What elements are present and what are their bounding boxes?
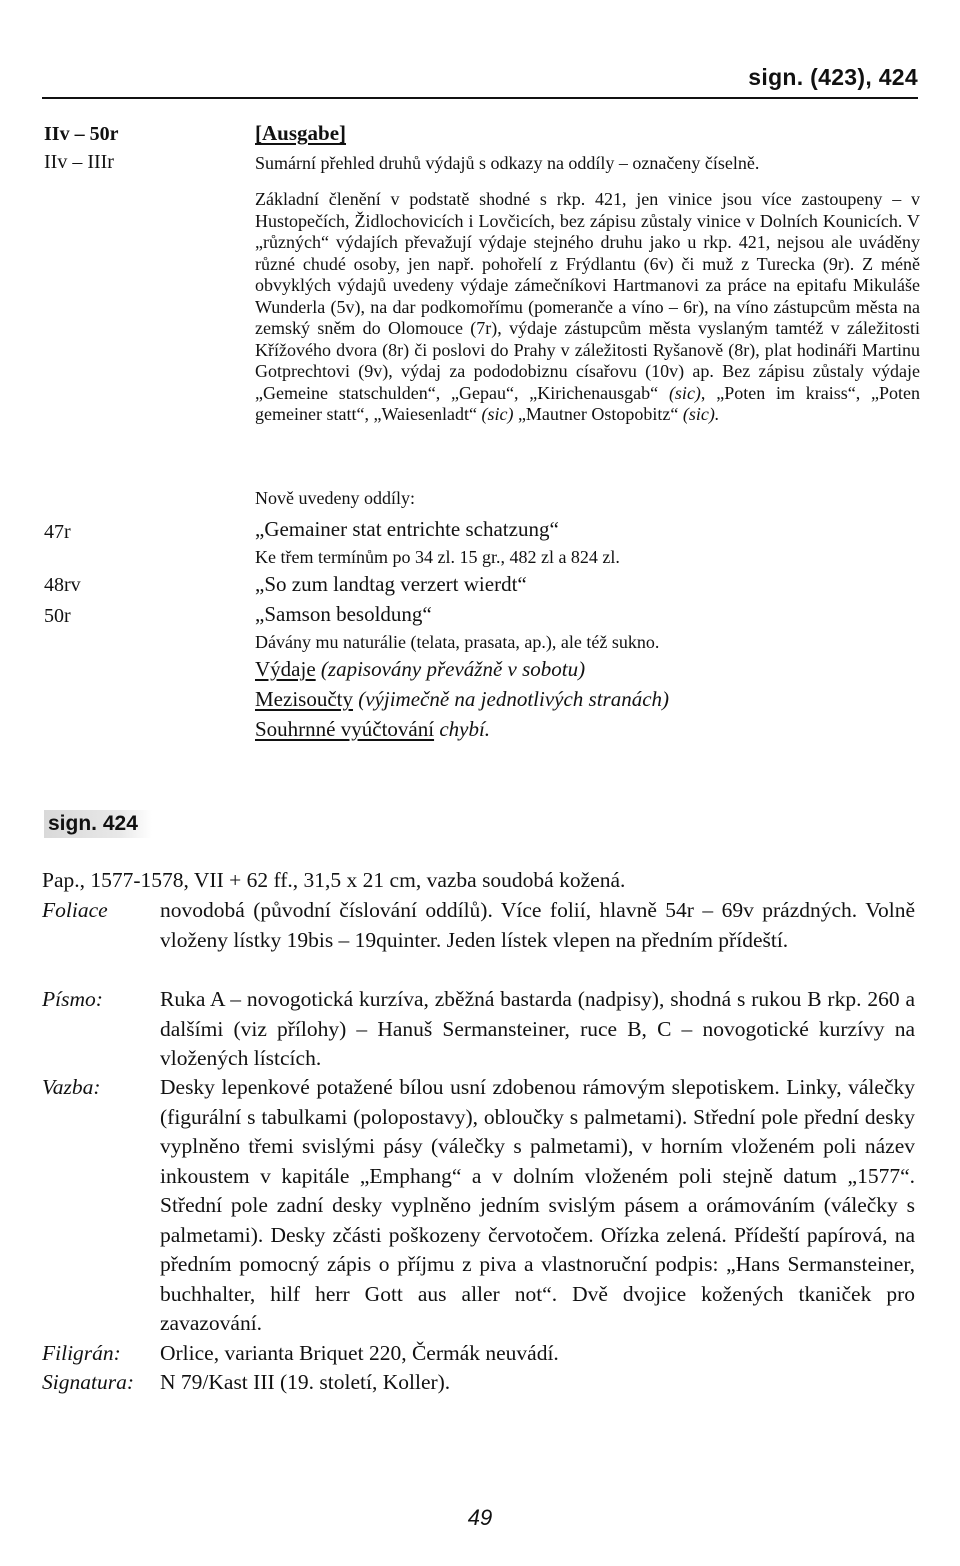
mezisoucty-line: [255, 686, 920, 713]
new-sections-label: Nově uvedeny oddíly:: [255, 488, 415, 508]
ref-folio-48rv: 48rv: [44, 574, 81, 596]
ref-folio-50r: 50r: [44, 605, 71, 627]
ref-range-2: IIv – IIIr: [44, 151, 114, 173]
vydaje-label: Výdaje: [255, 657, 316, 681]
physical-description: Pap., 1577-1578, VII + 62 ff., 31,5 x 21 cm, vazba soudobá kožená.: [42, 868, 626, 892]
header-signature: sign. (423), 424: [748, 64, 918, 90]
sic-note: (sic): [668, 382, 701, 403]
sic-note: (sic): [481, 404, 514, 424]
ref-range-1: IIv – 50r: [44, 123, 119, 145]
section-note-3: Dávány mu naturálie (telata, prasata, ap.), ale též sukno.: [255, 632, 660, 652]
entry-paragraph-text-a: Základní členění v podstatě shodné s rkp. 421, jen vinice jsou více zastoupeny – v Hustopečích, Židlochovicích i Lovčicích, bez zápisu zůstaly vinice v Dolních Kounicích. V „různých“ výdajích převažují výdaje stejného druhu jako u rkp. 421, nejsou ale uváděny různé chudé osoby, jen např. pohořelí z Frýdlantu (6v) či muž z Turecka (9r). Z méně obvyklých výdajů uvedeny výdaje zámečníkovi Hartmanovi za práce na epitafu Mikuláše Wunderla (5v), na dar podkomořímu (pomeranče a víno – 6r), na víno zástupcům města na zemský sněm do Olomouce (7r), výdaje zástupcům města vyslaným tamtéž v záležitosti Křížového dvora (8r) či poslovi do Prahy v záležitosti Ryšanově (8r), plat hodináři Martinu Gotprechtovi (9v), výdaj za pododobiznu císařovu (10v) ap. Bez zápisu zůstaly výdaje „Gemeine statschulden“, „Gepau“, „Kirichenausgab“: [255, 189, 920, 403]
sic-note: (sic).: [682, 404, 720, 424]
mezisoucty-label: Mezisoučty: [255, 687, 353, 711]
header-rule: [42, 97, 918, 99]
souhrn-label: Souhrnné vyúčtování: [255, 717, 435, 741]
ref-folio-47r: 47r: [44, 521, 71, 543]
entry-summary-line: Sumární přehled druhů výdajů s odkazy na oddíly – označeny číselně.: [255, 153, 760, 173]
signatura-text: N 79/Kast III (19. století, Koller).: [160, 1370, 451, 1394]
entry-paragraph: [255, 189, 920, 426]
souhrn-note: chybí.: [439, 717, 491, 741]
foliace-text: novodobá (původní číslování oddílů). Více folií, hlavně 54r – 69v prázdných. Volně vloženy lístky 19bis – 19quinter. Jeden lístek vlepen na předním přídeští.: [160, 898, 915, 952]
section-note-1: Ke třem termínům po 34 zl. 15 gr., 482 zl a 824 zl.: [255, 547, 620, 567]
signatura-label: Signatura:: [42, 1370, 134, 1394]
signature-badge: sign. 424: [44, 810, 152, 838]
entry-paragraph-text-c: „Mautner Ostopobitz“: [517, 404, 679, 424]
mezisoucty-note: (výjimečně na jednotlivých stranách): [358, 687, 670, 711]
filigran-text: Orlice, varianta Briquet 220, Čermák neuvádí.: [160, 1341, 559, 1365]
section-title-1: „Gemainer stat entrichte schatzung“: [255, 517, 559, 541]
pismo-label: Písmo:: [42, 987, 103, 1011]
souhrn-line: [255, 716, 920, 743]
entry-paragraph-text-b: , „Poten im kraiss“, „Poten gemeiner statt“, „Waiesenladt“: [255, 382, 920, 424]
entry-heading: [Ausgabe]: [255, 121, 347, 145]
vazba-label: Vazba:: [42, 1075, 101, 1099]
vazba-text: Desky lepenkové potažené bílou usní zdobenou rámovým slepotiskem. Linky, válečky (figurální s tabulkami (polopostavy), obloučky s palmetami). Střední pole přední desky vyplněno třemi svislými pásy (válečky s palmetami), v horním vloženém poli název inkoustem v kapitále „Emphang“ a v dolním vloženém poli stejně datum „1577“. Střední pole zadní desky vyplněno jedním svislým pásem a orámováním (válečky s palmetami). Desky zčásti poškozeny červotočem. Ořízka zelená. Přídeští papírová, na předním pomocný zápis o příjmu z piva a vlastnoruční podpis: „Hans Sermansteiner, buchhalter, hilf herr Gott aus aller not“. Dvě dvojice kožených tkaniček pro zavazování.: [160, 1075, 915, 1335]
section-title-3: „Samson besoldung“: [255, 602, 432, 626]
vydaje-line: [255, 656, 920, 683]
vydaje-note: (zapisovány převážně v sobotu): [320, 657, 586, 681]
filigran-label: Filigrán:: [42, 1341, 121, 1365]
page-number: 49: [467, 1505, 493, 1530]
pismo-text: Ruka A – novogotická kurzíva, zběžná bastarda (nadpisy), shodná s rukou B rkp. 260 a dalšími (viz přílohy) – Hanuš Sermansteiner, ruce B, C – novogotické kurzívy na vložených lístcích.: [160, 987, 915, 1070]
foliace-label: Foliace: [42, 898, 108, 922]
section-title-2: „So zum landtag verzert wierdt“: [255, 572, 527, 596]
